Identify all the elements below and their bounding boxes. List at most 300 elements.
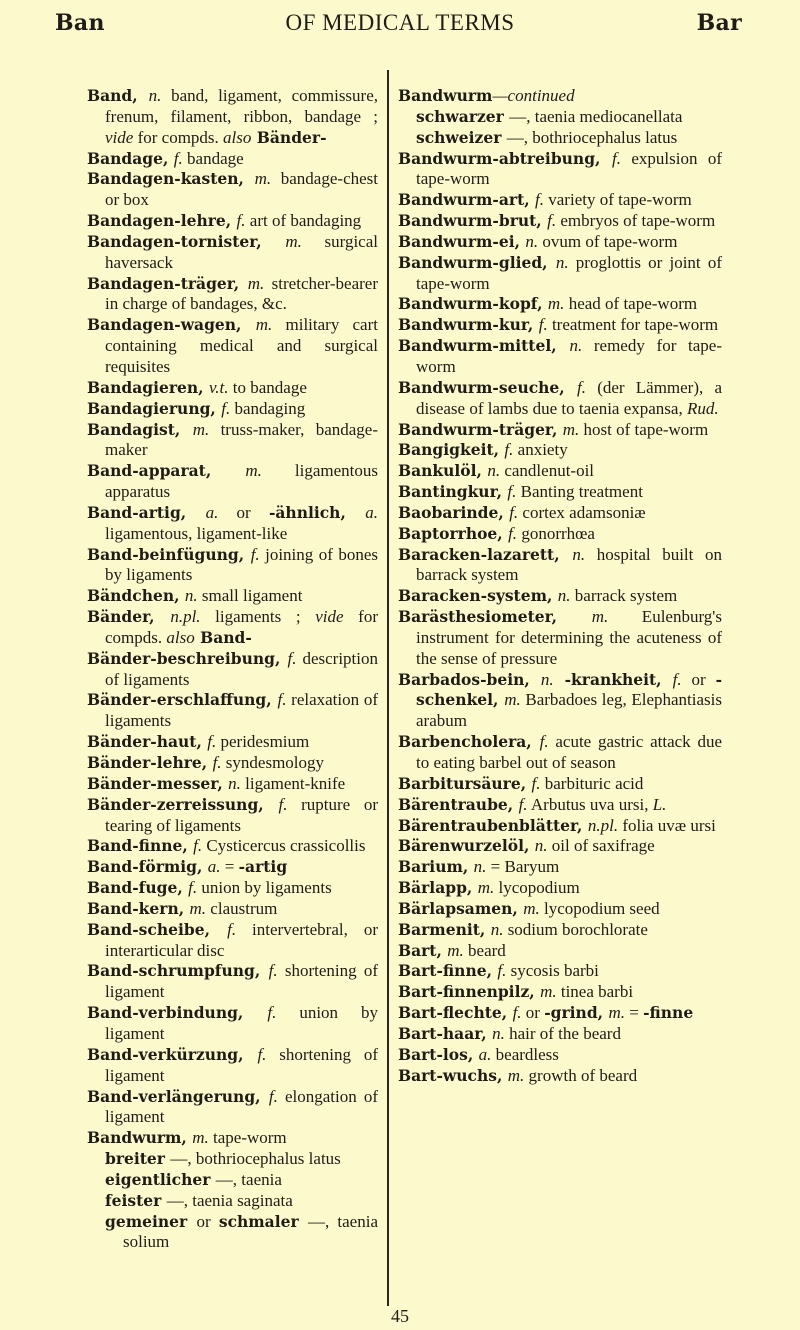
grammar-label: n. <box>525 231 539 251</box>
dictionary-entry <box>398 420 722 441</box>
grammar-label: f. <box>236 211 246 231</box>
headword: Bangigkeit, <box>398 440 505 460</box>
dictionary-entry <box>87 1128 378 1149</box>
definition: gonorrhœa <box>517 523 595 543</box>
headword: Bandwurm-mittel, <box>398 336 570 356</box>
dictionary-entry <box>87 1191 378 1212</box>
definition: —, bothriocephalus latus <box>506 127 678 147</box>
definition: or <box>681 669 716 689</box>
headword: Band-kern, <box>87 898 190 918</box>
grammar-label: n. <box>534 836 548 856</box>
dictionary-entry <box>398 941 722 962</box>
grammar-label: n.pl. <box>170 607 201 627</box>
grammar-label: m. <box>245 461 262 481</box>
running-head-right: Bar <box>696 10 742 36</box>
grammar-label: L. <box>652 794 667 814</box>
grammar-label: f. <box>672 669 682 689</box>
headword: Band-förmig, <box>87 857 208 877</box>
dictionary-entry <box>87 545 378 587</box>
definition: —, taenia mediocanellata <box>509 106 683 126</box>
grammar-label: m. <box>192 1128 209 1148</box>
headword: Bart-flechte, <box>398 1003 513 1023</box>
definition: surgical haversack <box>105 231 378 272</box>
definition: embryos of tape-worm <box>556 211 716 231</box>
headword: Bandwurm-träger, <box>398 419 563 439</box>
grammar-label: n. <box>487 461 501 481</box>
grammar-label: f. <box>257 1044 267 1064</box>
grammar-label: a. <box>207 857 221 877</box>
dictionary-entry <box>87 420 378 462</box>
headword: gemeiner <box>105 1211 197 1231</box>
definition: military cart containing medical and surgical requisites <box>105 315 378 376</box>
dictionary-entry <box>398 232 722 253</box>
grammar-label: f. <box>509 502 519 522</box>
grammar-label: n. <box>555 252 569 272</box>
dictionary-entry <box>398 315 722 336</box>
headword: Bandwurm-abtreibung, <box>398 148 612 168</box>
headword: Band-schrumpfung, <box>87 961 269 981</box>
grammar-label: f. <box>547 211 557 231</box>
headword: Barästhesiometer, <box>398 607 592 627</box>
grammar-label: m. <box>189 898 207 918</box>
headword: Bandwurm-brut, <box>398 211 548 231</box>
headword: Bandagen-kasten, <box>87 169 255 189</box>
dictionary-entry <box>398 378 722 420</box>
definition: for compds. <box>133 127 224 147</box>
definition: bandage-chest or box <box>105 169 378 210</box>
definition: (der Lämmer), a disease of lambs due to taenia expansa, <box>416 377 722 418</box>
dictionary-entry <box>398 253 722 295</box>
dictionary-entry <box>87 961 378 1003</box>
headword: Band-apparat, <box>87 461 246 481</box>
dictionary-entry <box>87 232 378 274</box>
definition: art of bandaging <box>245 211 362 231</box>
definition: for compds. <box>105 607 378 647</box>
dictionary-entry <box>87 857 378 878</box>
grammar-label: vide <box>105 127 134 147</box>
definition: Banting treatment <box>516 482 643 502</box>
grammar-label: f. <box>507 482 517 502</box>
definition: union by ligament <box>105 1003 378 1043</box>
definition: ligamentous, ligament-like <box>105 523 288 543</box>
dictionary-entry <box>398 586 722 607</box>
dictionary-entry <box>398 128 722 149</box>
headword: Bandagist, <box>87 419 193 439</box>
headword: Bandage, <box>87 148 174 168</box>
grammar-label: f. <box>287 648 297 668</box>
definition: = <box>624 1003 644 1023</box>
dictionary-entry <box>398 899 722 920</box>
definition: band, ligament, commissure, frenum, filament, ribbon, bandage ; <box>105 86 379 126</box>
dictionary-entry <box>398 1024 722 1045</box>
definition: anxiety <box>513 440 568 460</box>
headword: Bandagen-wagen, <box>87 315 256 335</box>
headword: Bandagen-tornister, <box>87 231 286 251</box>
grammar-label: m. <box>540 982 557 1002</box>
definition: = <box>220 857 239 877</box>
dictionary-entry <box>87 211 378 232</box>
grammar-label: n. <box>148 86 162 105</box>
definition: sodium borochlorate <box>503 919 648 939</box>
definition: —, taenia solium <box>123 1211 378 1252</box>
dictionary-entry <box>87 899 378 920</box>
grammar-label: f. <box>227 919 237 939</box>
headword: Bantingkur, <box>398 482 508 502</box>
definition: bandage <box>182 148 244 168</box>
definition: variety of tape-worm <box>544 190 692 210</box>
definition: truss-maker, bandage-maker <box>105 419 378 460</box>
headword: -krankheit, <box>553 669 673 689</box>
dictionary-entry <box>87 732 378 753</box>
definition: description of ligaments <box>105 648 378 689</box>
headword: Barmenit, <box>398 919 491 939</box>
definition: peridesmium <box>216 732 310 752</box>
grammar-label: f. <box>207 732 217 752</box>
dictionary-entry <box>87 274 378 316</box>
headword: Bärlapp, <box>398 878 478 898</box>
grammar-label: m. <box>507 1065 525 1085</box>
headword: Bandwurm-art, <box>398 190 536 210</box>
dictionary-entry <box>87 690 378 732</box>
headword: Bänder-haut, <box>87 732 208 752</box>
definition: = Baryum <box>486 857 560 877</box>
definition: syndesmology <box>221 753 325 772</box>
definition: beard <box>463 940 506 960</box>
definition: sycosis barbi <box>506 961 599 981</box>
definition: folia uvæ ursi <box>618 815 716 835</box>
headword: Bart-los, <box>398 1044 479 1064</box>
headword: Baracken-system, <box>398 586 558 606</box>
dictionary-entry <box>87 315 378 378</box>
grammar-label: f. <box>188 878 198 898</box>
headword: -ähnlich, <box>268 502 366 522</box>
dictionary-entry <box>87 586 378 607</box>
dictionary-entry <box>398 795 722 816</box>
headword: Band-fuge, <box>87 878 189 898</box>
column-divider <box>387 70 389 1306</box>
dictionary-entry <box>87 461 378 503</box>
grammar-label: f. <box>212 753 222 772</box>
headword: Bändchen, <box>87 586 185 606</box>
dictionary-entry <box>87 1212 378 1254</box>
headword: Bandwurm-ei, <box>398 231 526 251</box>
grammar-label: f. <box>193 836 203 856</box>
headword: Bänder-beschreibung, <box>87 648 288 668</box>
headword: Band, <box>87 86 149 105</box>
grammar-label: also <box>223 127 252 147</box>
definition: rupture or tearing of ligaments <box>105 794 378 835</box>
definition: Cysticercus crassicollis <box>202 836 366 856</box>
definition: Arbutus uva ursi, <box>527 794 653 814</box>
headword: Baobarinde, <box>398 502 510 522</box>
headword: -finne <box>643 1003 694 1023</box>
grammar-label: m. <box>192 419 210 439</box>
headword: Band-beinfügung, <box>87 544 251 564</box>
grammar-label: vide <box>315 607 344 627</box>
headword: Bänder-messer, <box>87 773 229 793</box>
definition: elongation of ligament <box>105 1086 378 1127</box>
headword: schmaler <box>218 1211 308 1231</box>
dictionary-entry <box>398 211 722 232</box>
headword: breiter <box>105 1149 171 1169</box>
dictionary-entry <box>87 1087 378 1129</box>
definition: claustrum <box>206 898 278 918</box>
dictionary-entry <box>87 1149 378 1170</box>
dictionary-entry <box>398 878 722 899</box>
definition: tape-worm <box>208 1128 287 1148</box>
right-column <box>398 86 722 1087</box>
grammar-label: f. <box>504 440 514 460</box>
headword: Bankulöl, <box>398 461 488 481</box>
headword: Bart, <box>398 940 448 960</box>
headword: Baracken-lazarett, <box>398 544 573 564</box>
headword: Bart-finne, <box>398 961 498 981</box>
definition: host of tape-worm <box>579 419 709 439</box>
grammar-label: f. <box>518 794 528 814</box>
definition: or <box>218 502 269 522</box>
grammar-label: f. <box>508 523 518 543</box>
headword: Bänder-erschlaffung, <box>87 690 278 710</box>
definition: hospital built on barrack system <box>416 544 723 585</box>
headword: Band-finne, <box>87 836 194 856</box>
dictionary-entry <box>87 399 378 420</box>
grammar-label: m. <box>447 940 464 960</box>
dictionary-entry <box>398 440 722 461</box>
definition: remedy for tape-worm <box>416 336 723 376</box>
headword: Bänder- <box>251 127 327 147</box>
headword: Band-verbindung, <box>87 1003 268 1023</box>
grammar-label: m. <box>285 231 302 251</box>
headword: Bandwurm-kur, <box>398 315 539 335</box>
grammar-label: n. <box>540 669 554 689</box>
definition: growth of beard <box>524 1065 638 1085</box>
headword: Bandagen-träger, <box>87 273 248 293</box>
dictionary-entry <box>398 732 722 774</box>
dictionary-entry <box>398 336 722 378</box>
grammar-label: —continued <box>492 86 575 105</box>
dictionary-entry <box>398 1045 722 1066</box>
grammar-label: f. <box>221 398 231 418</box>
left-column <box>87 86 378 1253</box>
dictionary-entry <box>87 878 378 899</box>
dictionary-entry <box>87 1003 378 1045</box>
definition: acute gastric attack due to eating barbel out of season <box>416 732 722 772</box>
headword: Band-scheibe, <box>87 919 228 939</box>
grammar-label: f. <box>611 148 621 168</box>
headword: -grind, <box>544 1003 609 1023</box>
grammar-label: n.pl. <box>587 815 619 835</box>
grammar-label: m. <box>504 690 521 710</box>
headword: eigentlicher <box>105 1169 216 1189</box>
dictionary-entry <box>398 149 722 191</box>
grammar-label: m. <box>523 898 540 918</box>
headword: Bärenwurzelöl, <box>398 836 535 856</box>
dictionary-entry <box>87 607 378 649</box>
definition: to bandage <box>228 377 307 397</box>
grammar-label: f. <box>268 961 278 981</box>
definition: Barbadoes leg, Elephantiasis arabum <box>416 690 722 731</box>
definition: small ligament <box>197 586 303 606</box>
dictionary-entry <box>87 503 378 545</box>
dictionary-entry <box>87 169 378 211</box>
definition: proglottis or joint of tape-worm <box>416 252 722 293</box>
grammar-label: n. <box>492 1023 505 1043</box>
definition: ligament-knife <box>240 773 346 793</box>
dictionary-entry <box>87 795 378 837</box>
definition: relaxation of ligaments <box>105 690 378 731</box>
dictionary-entry <box>87 836 378 857</box>
grammar-label: n. <box>228 773 241 793</box>
grammar-label: n. <box>473 857 487 877</box>
dictionary-entry <box>398 982 722 1003</box>
dictionary-entry <box>398 545 722 587</box>
grammar-label: m. <box>255 315 273 335</box>
grammar-label: f. <box>539 732 549 752</box>
headword: feister <box>105 1190 167 1210</box>
definition: cortex adamsoniæ <box>518 502 646 522</box>
headword: Bärentraubenblätter, <box>398 815 588 835</box>
grammar-label: f. <box>531 773 541 793</box>
definition: candlenut-oil <box>500 461 595 481</box>
headword: Bart-wuchs, <box>398 1065 508 1085</box>
grammar-label: n. <box>569 336 583 356</box>
dictionary-entry <box>87 649 378 691</box>
grammar-label: f. <box>497 961 507 981</box>
headword: Bandwurm-seuche, <box>398 377 578 397</box>
definition: hair of the beard <box>504 1023 621 1043</box>
headword: Bärlapsamen, <box>398 898 524 918</box>
definition: or <box>196 1211 219 1231</box>
headword: Bandwurm, <box>87 1128 193 1148</box>
dictionary-entry <box>87 774 378 795</box>
dictionary-entry <box>87 378 378 399</box>
headword: Band-verlängerung, <box>87 1086 269 1106</box>
dictionary-entry <box>398 190 722 211</box>
definition: tinea barbi <box>556 982 634 1002</box>
headword: Baptorrhoe, <box>398 523 509 543</box>
grammar-label: also <box>166 627 195 647</box>
grammar-label: f. <box>577 377 587 397</box>
grammar-label: n. <box>490 919 504 939</box>
grammar-label: f. <box>535 190 545 210</box>
dictionary-entry <box>398 961 722 982</box>
grammar-label: f. <box>173 148 183 168</box>
headword: Bart-haar, <box>398 1023 493 1043</box>
headword: Band-artig, <box>87 502 206 522</box>
grammar-label: m. <box>547 294 565 314</box>
headword: Bärentraube, <box>398 794 519 814</box>
grammar-label: a. <box>205 502 219 522</box>
dictionary-entry <box>87 1045 378 1087</box>
dictionary-entry <box>398 607 722 670</box>
headword: Band- <box>194 627 252 647</box>
running-head-title: OF MEDICAL TERMS <box>285 10 515 35</box>
dictionary-entry <box>398 461 722 482</box>
headword: Barium, <box>398 857 474 877</box>
dictionary-entry <box>398 670 722 733</box>
definition: joining of bones by ligaments <box>105 544 378 585</box>
running-head-left: Ban <box>55 10 105 36</box>
definition: bandaging <box>230 398 306 418</box>
definition: —, taenia saginata <box>166 1190 293 1210</box>
grammar-label: m. <box>247 273 265 293</box>
dictionary-entry <box>87 149 378 170</box>
headword: -schenkel, <box>416 669 722 710</box>
headword: -artig <box>238 857 288 877</box>
definition: oil of saxifrage <box>547 836 655 856</box>
grammar-label: n. <box>184 586 198 606</box>
headword: Bart-finnenpilz, <box>398 982 541 1002</box>
definition: lycopodium <box>494 878 580 898</box>
grammar-label: n. <box>572 544 586 564</box>
dictionary-entry <box>398 524 722 545</box>
definition: union by ligaments <box>197 878 332 898</box>
grammar-label: m. <box>254 169 272 189</box>
grammar-label: a. <box>478 1044 492 1064</box>
headword: Bänder-lehre, <box>87 753 213 772</box>
grammar-label: f. <box>278 794 288 814</box>
definition: lycopodium seed <box>539 898 660 918</box>
grammar-label: f. <box>250 544 260 564</box>
grammar-label: m. <box>562 419 580 439</box>
headword: Barbencholera, <box>398 732 540 752</box>
definition: ligaments ; <box>200 607 316 627</box>
dictionary-entry <box>398 107 722 128</box>
dictionary-entry <box>398 774 722 795</box>
definition: intervertebral, or interarticular disc <box>105 919 379 960</box>
grammar-label: m. <box>608 1003 625 1023</box>
definition: ligamentous apparatus <box>105 461 378 502</box>
grammar-label: Rud. <box>686 398 719 418</box>
grammar-label: f. <box>277 690 287 710</box>
definition: shortening of ligament <box>105 1044 378 1085</box>
dictionary-entry <box>398 836 722 857</box>
headword: Bandagierung, <box>87 398 222 418</box>
headword: Bandagieren, <box>87 377 209 397</box>
dictionary-entry <box>398 503 722 524</box>
definition: stretcher-bearer in charge of bandages, &c. <box>105 273 378 314</box>
dictionary-entry <box>87 1170 378 1191</box>
dictionary-entry <box>398 294 722 315</box>
dictionary-entry <box>87 920 378 962</box>
grammar-label: m. <box>477 878 495 898</box>
definition: ovum of tape-worm <box>538 231 678 251</box>
definition: treatment for tape-worm <box>547 315 719 335</box>
headword: Barbitursäure, <box>398 773 532 793</box>
headword: Bänder-zerreissung, <box>87 794 279 814</box>
definition: Eulenburg's instrument for determining the acuteness of the sense of pressure <box>416 607 722 668</box>
definition: barrack system <box>570 586 678 606</box>
grammar-label: n. <box>557 586 571 606</box>
dictionary-entry <box>87 86 378 149</box>
grammar-label: f. <box>538 315 548 335</box>
headword: schweizer <box>416 127 507 147</box>
grammar-label: f. <box>512 1003 522 1023</box>
dictionary-entry <box>398 1066 722 1087</box>
grammar-label: a. <box>365 502 378 522</box>
definition: —, bothriocephalus latus <box>170 1149 341 1169</box>
headword: Band-verkürzung, <box>87 1044 258 1064</box>
headword: Bandwurm-kopf, <box>398 294 548 314</box>
dictionary-entry <box>398 86 722 107</box>
dictionary-entry <box>87 753 378 774</box>
definition: beardless <box>491 1044 559 1064</box>
definition: barbituric acid <box>540 773 644 793</box>
page-number: 45 <box>391 1306 409 1326</box>
dictionary-entry <box>398 1003 722 1024</box>
headword: Bandagen-lehre, <box>87 211 237 231</box>
headword: Barbados-bein, <box>398 669 541 689</box>
